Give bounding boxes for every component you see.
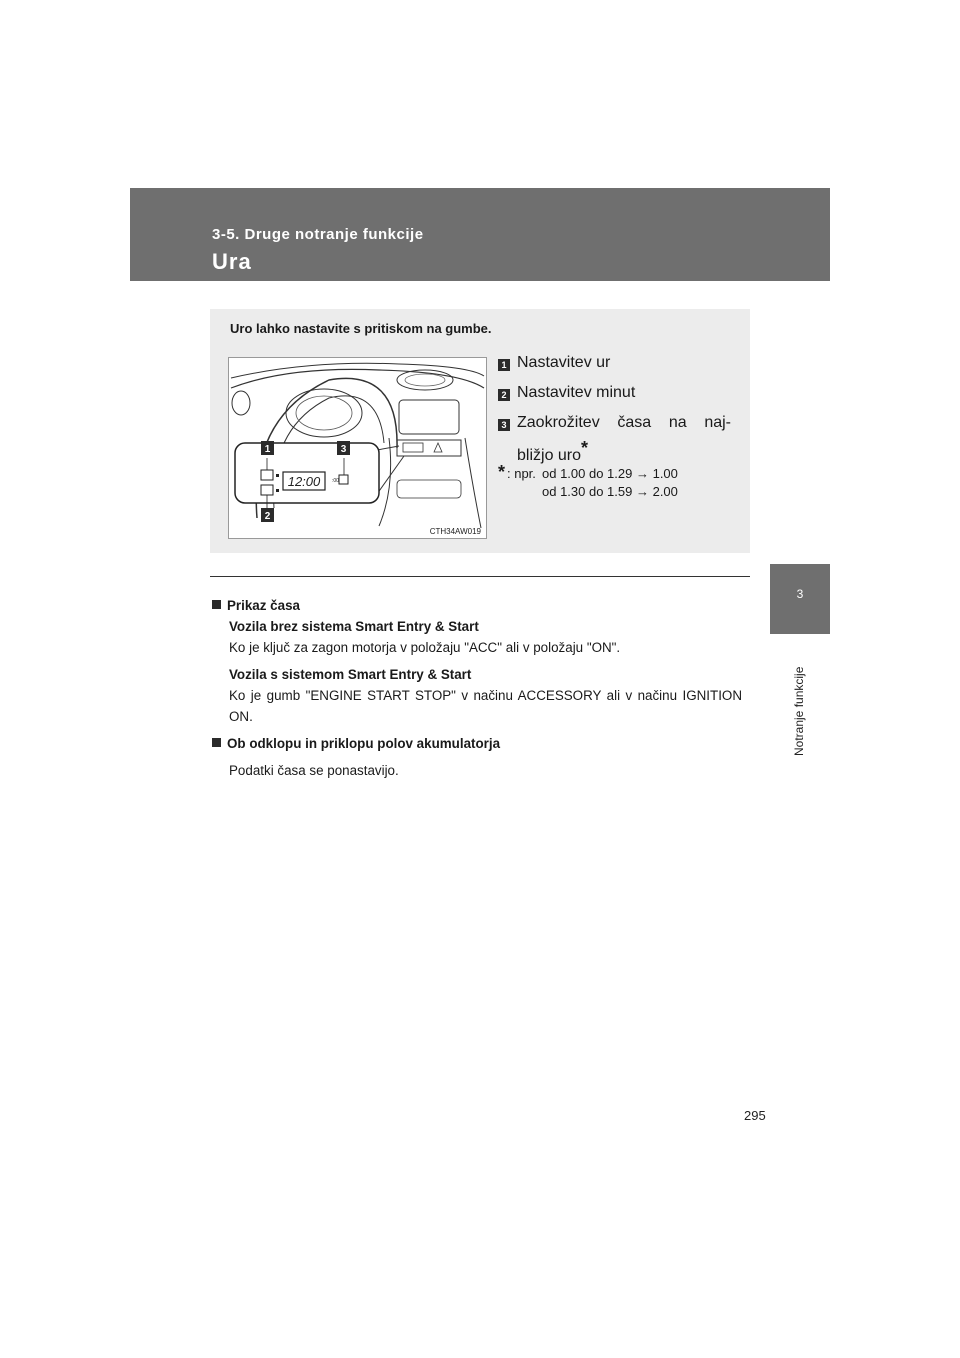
callout-1: 1 <box>264 444 271 455</box>
notes-section <box>212 595 742 781</box>
page-title: Ura <box>212 249 252 274</box>
legend-text-minutes: Nastavitev minut <box>517 384 636 401</box>
legend-badge-3: 3 <box>498 419 510 431</box>
legend-text-round-line2: bližjo uro <box>517 447 582 464</box>
legend-item <box>498 383 733 413</box>
note-text: Ko je gumb "ENGINE START STOP" v načinu ACCESSORY ali v načinu IGNITION ON. <box>229 688 742 724</box>
legend-text-round-line1: Zaokrožitev časa na naj- <box>517 414 731 431</box>
legend-item <box>498 353 733 383</box>
intro-text: Uro lahko nastavite s pritiskom na gumbe. <box>230 321 492 336</box>
figure-code: CTH34AW019 <box>429 527 481 536</box>
callout-3: 3 <box>340 444 347 455</box>
dashboard-illustration <box>228 357 487 539</box>
chapter-number: 3 <box>796 587 804 601</box>
section-label: 3-5. Druge notranje funkcije <box>212 226 424 243</box>
note-heading <box>212 733 742 754</box>
footnote-marker: * <box>498 462 506 482</box>
note-heading-text: Prikaz časa <box>227 598 300 613</box>
note-subheading: Vozila s sistemom Smart Entry & Start <box>229 667 472 682</box>
header-band <box>130 188 830 281</box>
footnote-prefix: : npr. <box>507 466 536 481</box>
page-number: 295 <box>744 1108 766 1123</box>
note-heading <box>212 595 742 616</box>
chapter-label: Notranje funkcije <box>792 666 806 756</box>
dashboard-drawing <box>229 358 486 538</box>
legend-text-round-line2-wrap <box>517 438 588 465</box>
legend-text-hours: Nastavitev ur <box>517 354 611 371</box>
footnote-line-2: od 1.30 do 1.59 → 2.00 <box>542 484 678 499</box>
note-text: Ko je ključ za zagon motorja v položaju "ACC" ali v položaju "ON". <box>229 640 621 655</box>
legend-badge-1: 1 <box>498 359 510 371</box>
footnote-star: * <box>581 438 589 458</box>
intro-box <box>210 309 750 553</box>
svg-text::00: :00 <box>332 478 339 484</box>
square-bullet-icon <box>212 600 221 609</box>
chapter-label-container <box>789 640 809 760</box>
legend-badge-2: 2 <box>498 389 510 401</box>
note-heading-text: Ob odklopu in priklopu polov akumulatorja <box>227 736 501 751</box>
divider <box>210 576 750 577</box>
note-subheading: Vozila brez sistema Smart Entry & Start <box>229 619 479 634</box>
chapter-tab <box>770 564 830 634</box>
legend-item <box>498 413 733 465</box>
clock-display-text: 12:00 <box>287 474 321 489</box>
footnote <box>498 462 733 503</box>
legend <box>498 353 733 503</box>
footnote-line-1: od 1.00 do 1.29 → 1.00 <box>542 466 678 481</box>
square-bullet-icon <box>212 738 221 747</box>
note-text: Podatki časa se ponastavijo. <box>229 763 399 778</box>
callout-2: 2 <box>264 511 271 522</box>
